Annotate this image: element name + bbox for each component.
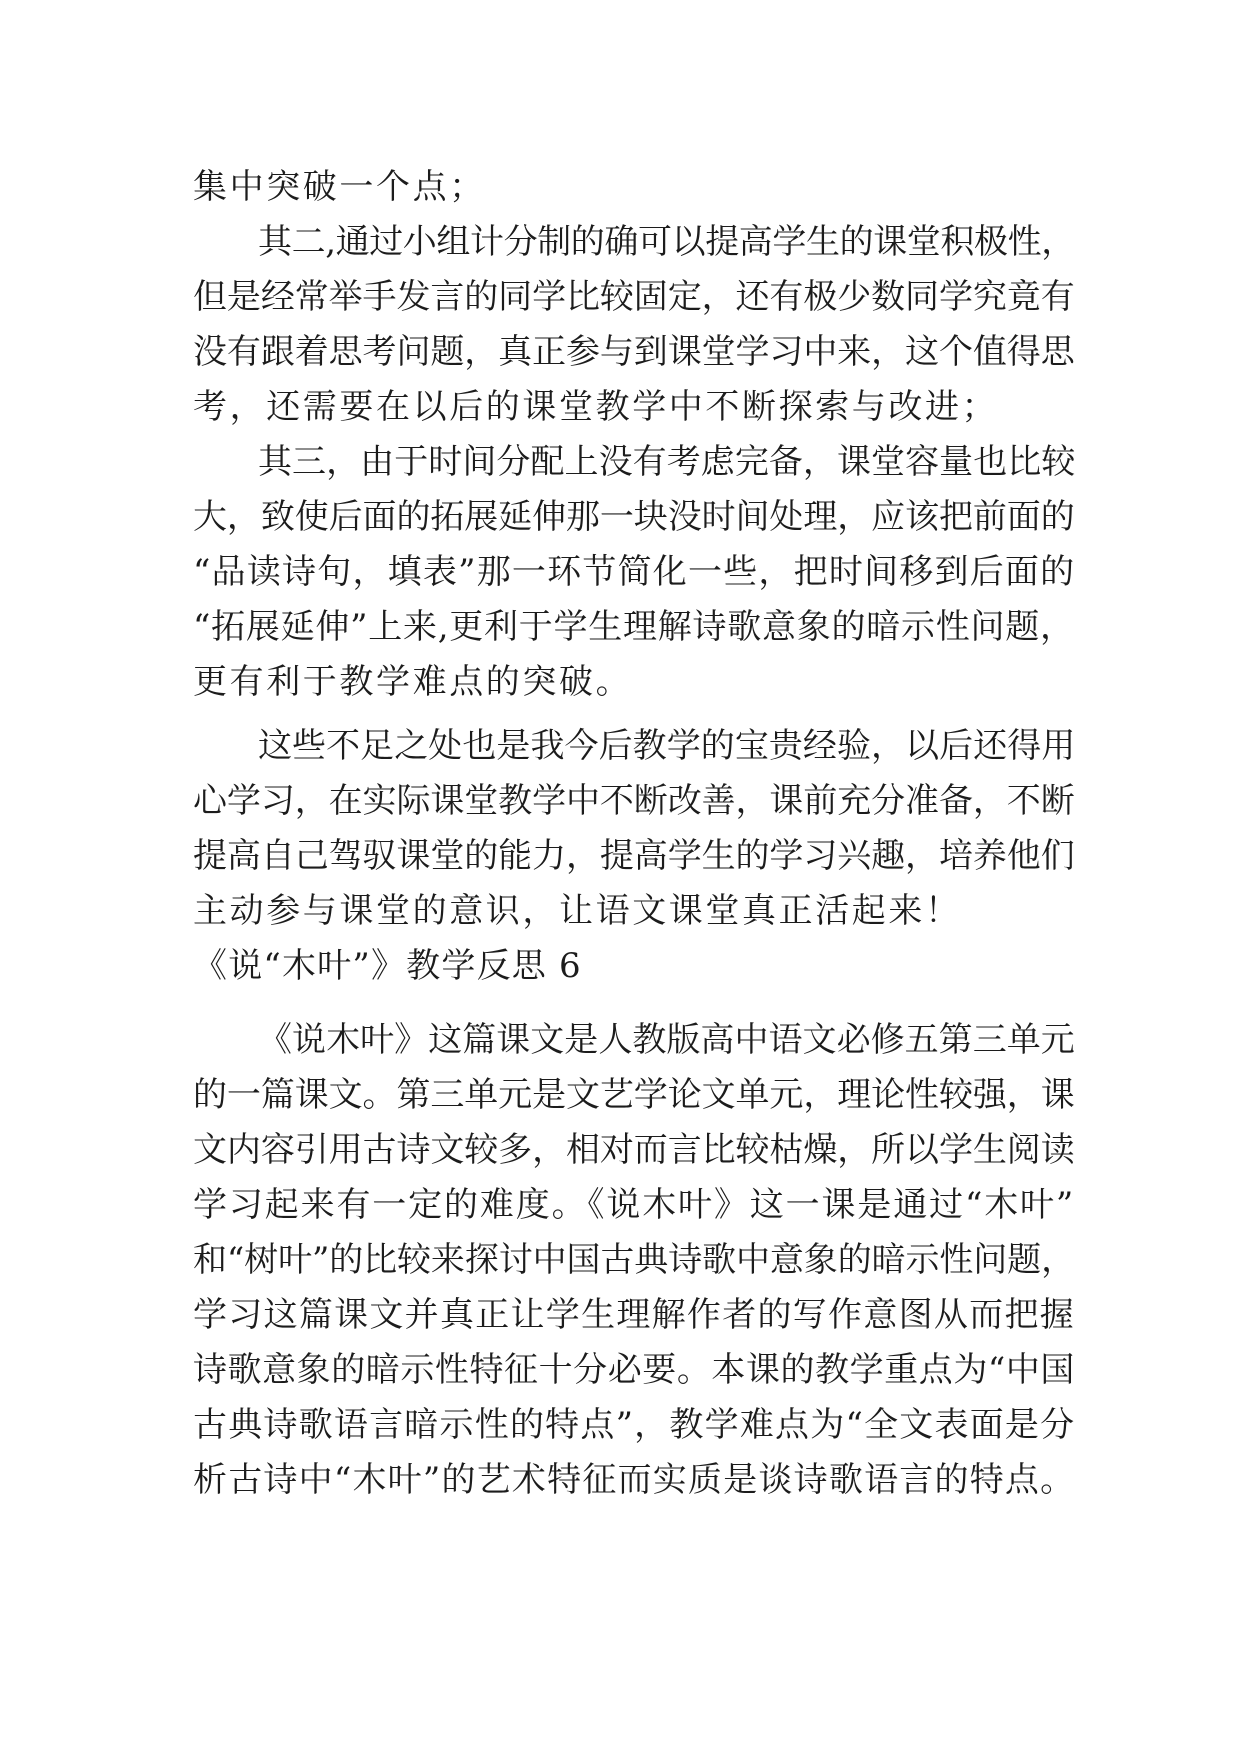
section-heading: 《说“木叶”》教学反思 6 <box>193 946 582 986</box>
text-line: 大，致使后面的拓展延伸那一块没时间处理，应该把前面的 <box>193 497 1075 537</box>
text-line: 心学习，在实际课堂教学中不断改善，课前充分准备，不断 <box>193 781 1075 821</box>
text-line: 提高自己驾驭课堂的能力，提高学生的学习兴趣，培养他们 <box>193 836 1075 876</box>
text-line: 文内容引用古诗文较多，相对而言比较枯燥，所以学生阅读 <box>193 1130 1075 1170</box>
text-line: 学习起来有一定的难度。《说木叶》这一课是通过“木叶” <box>193 1185 1076 1225</box>
paragraph-start-line: 《说木叶》这篇课文是人教版高中语文必修五第三单元 <box>258 1020 1075 1060</box>
text-line: 析古诗中“木叶”的艺术特征而实质是谈诗歌语言的特点。 <box>193 1460 1076 1500</box>
paragraph-start-line: 其三，由于时间分配上没有考虑完备，课堂容量也比较 <box>258 442 1076 482</box>
text-line: 学习这篇课文并真正让学生理解作者的写作意图从而把握 <box>193 1295 1075 1335</box>
text-line: “拓展延伸”上来,更利于学生理解诗歌意象的暗示性问题， <box>193 607 1075 647</box>
text-line: 更有利于教学难点的突破。 <box>193 662 633 702</box>
text-line: 的一篇课文。第三单元是文艺学论文单元，理论性较强，课 <box>193 1075 1075 1115</box>
text-line: 没有跟着思考问题，真正参与到课堂学习中来，这个值得思 <box>193 332 1075 372</box>
text-line: 主动参与课堂的意识，让语文课堂真正活起来！ <box>193 891 962 931</box>
text-line: 集中突破一个点； <box>193 167 486 207</box>
paragraph-start-line: 其二,通过小组计分制的确可以提高学生的课堂积极性， <box>258 222 1075 262</box>
text-line: 但是经常举手发言的同学比较固定，还有极少数同学究竟有 <box>193 277 1075 317</box>
text-line: 古典诗歌语言暗示性的特点”，教学难点为“全文表面是分 <box>193 1405 1076 1445</box>
text-line: 和“树叶”的比较来探讨中国古典诗歌中意象的暗示性问题， <box>193 1240 1075 1280</box>
paragraph-start-line: 这些不足之处也是我今后教学的宝贵经验，以后还得用 <box>258 726 1076 766</box>
text-line: 诗歌意象的暗示性特征十分必要。本课的教学重点为“中国 <box>193 1350 1075 1390</box>
text-line: 考，还需要在以后的课堂教学中不断探索与改进； <box>193 387 999 427</box>
text-line: “品读诗句，填表”那一环节简化一些，把时间移到后面的 <box>193 552 1076 592</box>
